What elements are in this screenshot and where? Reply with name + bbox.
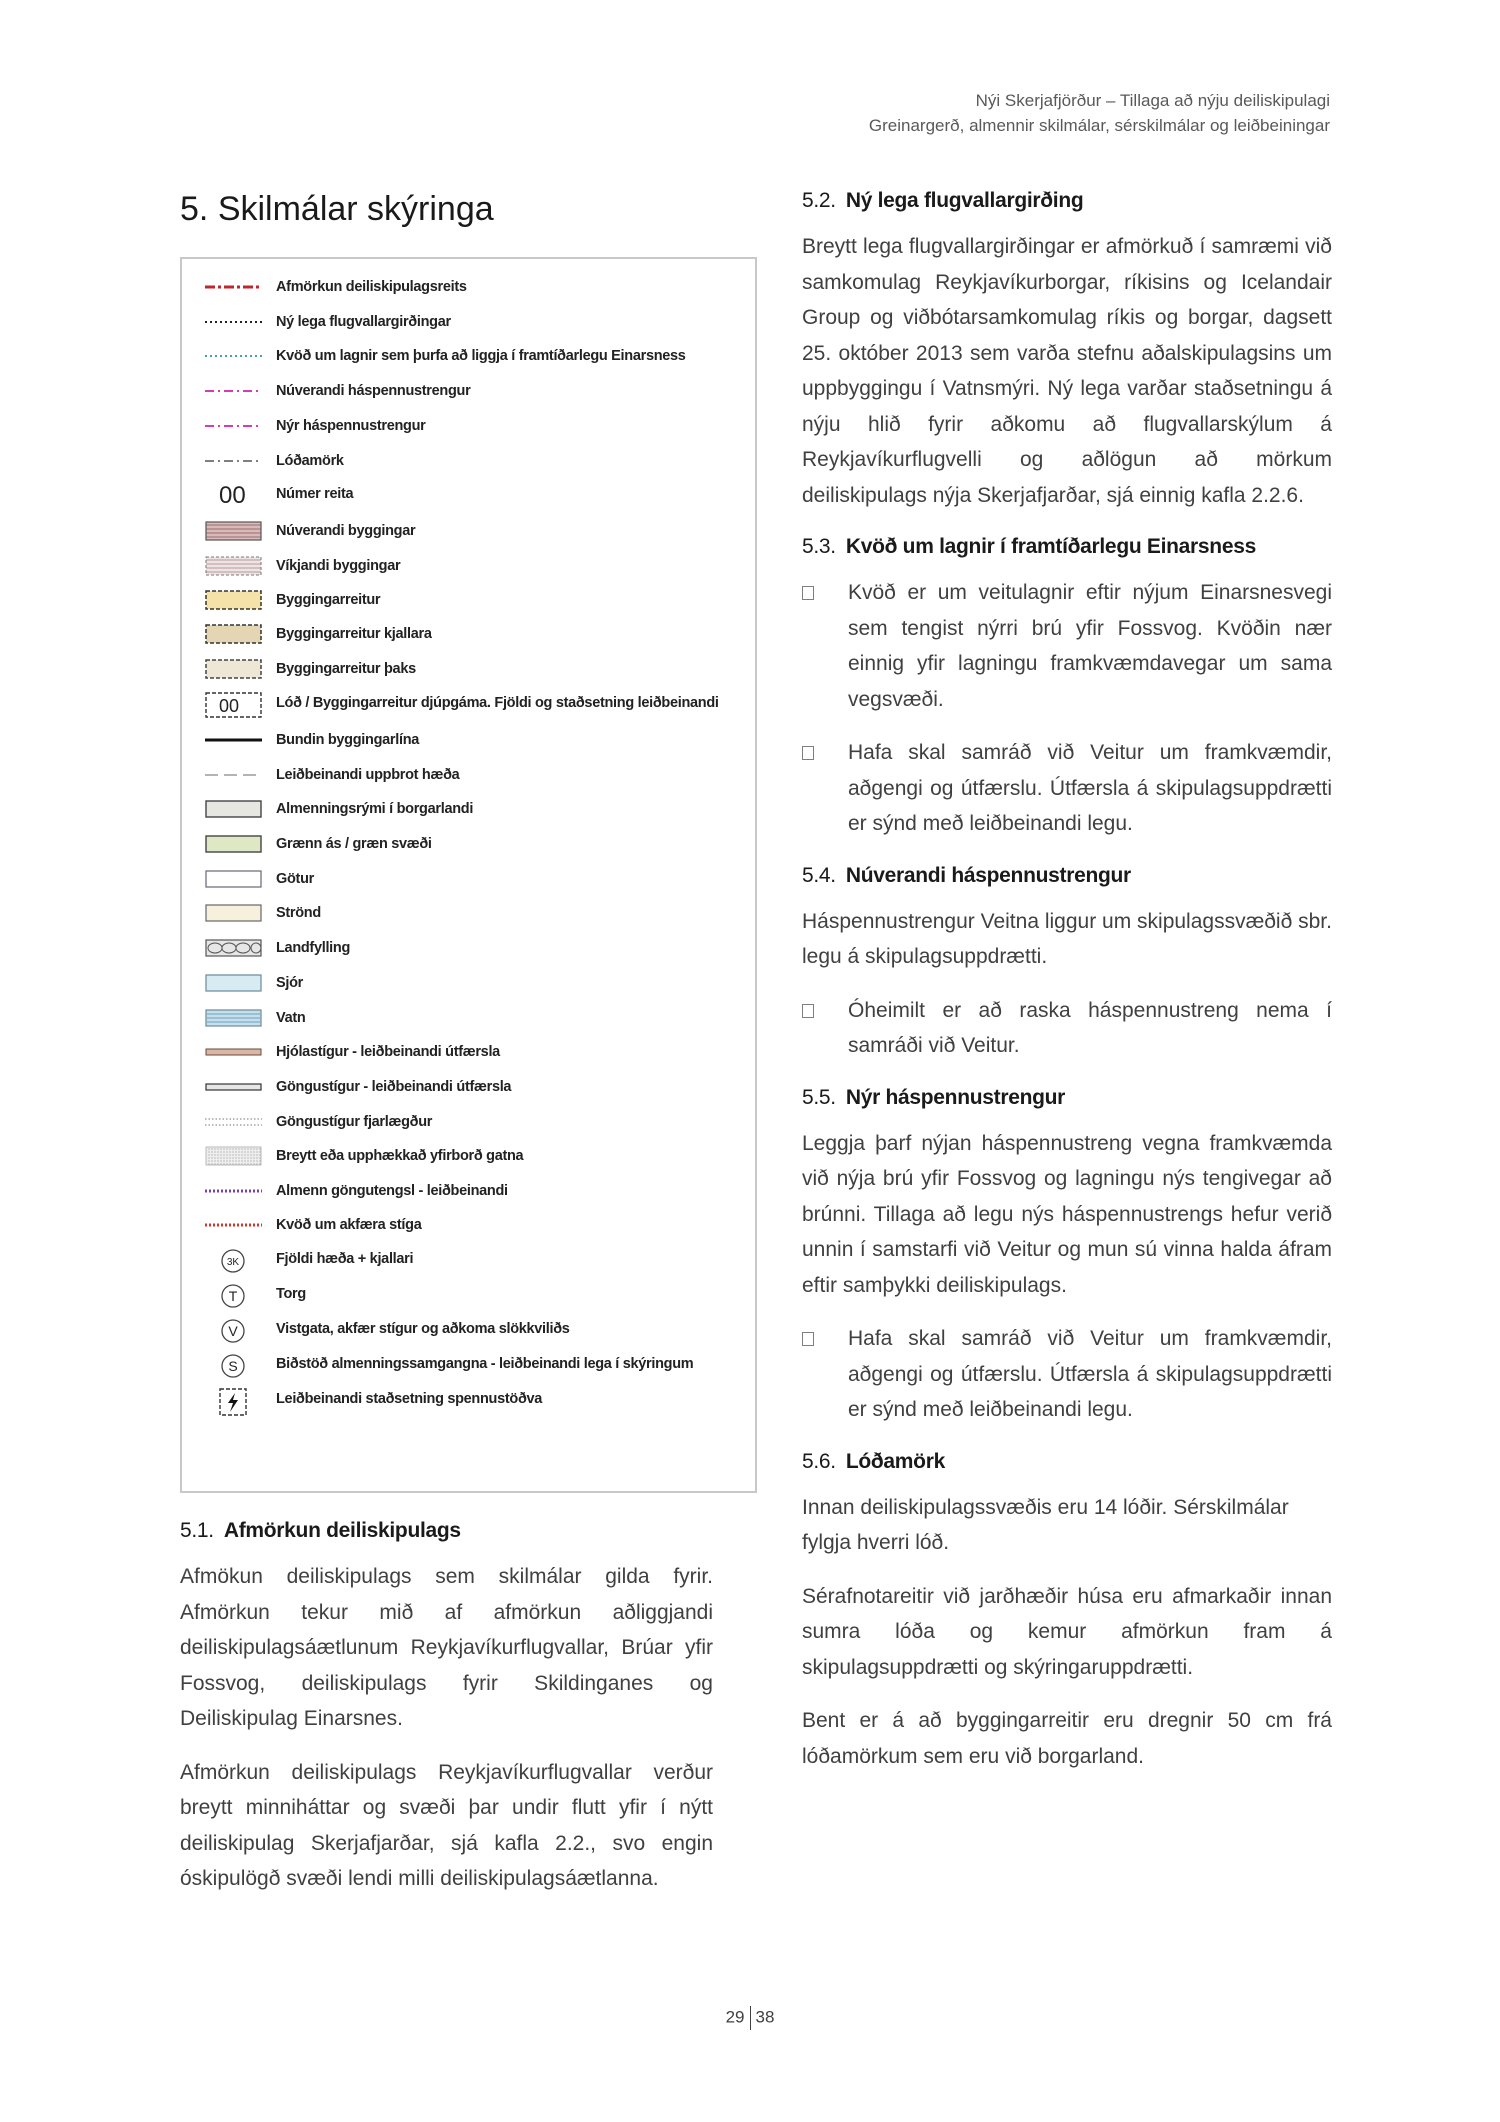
legend-item — [182, 690, 755, 716]
svg-text:00: 00 — [219, 696, 240, 716]
legend-item — [182, 935, 755, 961]
striped-blue-box-icon — [205, 1007, 262, 1029]
black-dotted-line-icon — [205, 311, 262, 333]
solid-black-line-icon — [205, 729, 262, 751]
section-5-5-heading: 5.5. Nýr háspennustrengur — [802, 1085, 1066, 1109]
legend-item — [182, 343, 755, 369]
gray-dash-dot-line-icon — [205, 450, 262, 472]
legend-label: Göngustígur fjarlægður — [276, 1114, 433, 1130]
legend-item — [182, 413, 755, 439]
header-title: Nýi Skerjafjörður – Tillaga að nýju deiliskipulagi — [975, 91, 1330, 110]
right-column — [802, 185, 1332, 1792]
legend-item — [182, 1178, 755, 1204]
legend-label: Bundin byggingarlína — [276, 732, 420, 748]
paragraph: Afmökun deiliskipulags sem skilmálar gilda fyrir. Afmörkun tekur mið af afmörkun aðliggjandi deiliskipulagsáætlunum Reykjavíkurflugvallar, Brúar yfir Fossvog, deiliskipulags fyrir Skildinganes og Deiliskipulag Einarsnes. — [180, 1565, 713, 1730]
left-column — [180, 185, 719, 1915]
legend-label: Afmörkun deiliskipulagsreits — [276, 279, 467, 295]
checkbox-bullet-icon — [802, 1004, 814, 1018]
circle-s-icon — [205, 1353, 262, 1375]
white-box-icon — [205, 868, 262, 890]
legend-label: Kvöð um lagnir sem þurfa að liggja í framtíðarlegu Einarsness — [276, 348, 686, 364]
dashed-number-box-icon — [205, 692, 262, 714]
light-blue-box-icon — [205, 972, 262, 994]
legend-item — [182, 1281, 755, 1307]
section-5-6-heading: 5.6. Lóðamörk — [802, 1449, 945, 1473]
legend-label: Lóð / Byggingarreitur djúpgáma. Fjöldi og staðsetning leiðbeinandi — [276, 695, 719, 711]
paragraph: Sérafnotareitir við jarðhæðir húsa eru afmarkaðir innan sumra lóða og kemur afmörkun fram á skipulagsuppdrætti og skýringaruppdrætti. — [802, 1584, 1332, 1679]
legend-label: Númer reita — [276, 486, 354, 502]
paragraph: Afmörkun deiliskipulags Reykjavíkurflugvallar verður breytt minniháttar og svæði þar undir flutt yfir í nýtt deiliskipulag Skerjafjarðar, sjá kafla 2.2., svo engin óskipulögð svæði lendi milli deiliskipulagsáætlanna. — [180, 1760, 713, 1890]
legend-item — [182, 274, 755, 300]
svg-text:S: S — [228, 1358, 238, 1374]
legend-item — [182, 1074, 755, 1100]
legend-label: Ný lega flugvallargirðingar — [276, 314, 451, 330]
section-5-2-heading: 5.2. Ný lega flugvallargirðing — [802, 189, 1084, 212]
legend-label: Byggingarreitur — [276, 592, 381, 608]
legend-item — [182, 727, 755, 753]
legend-label: Almenningsrými í borgarlandi — [276, 801, 474, 817]
legend-item — [182, 656, 755, 682]
bullet-item: Kvöð er um veitulagnir eftir nýjum Einarsnesvegi sem tengist nýrri brú yfir Fossvog. Kvöðin nær einnig yfir lagningu framkvæmdavegar um sama vegsvæði. — [802, 575, 1332, 717]
circle-v-icon — [205, 1318, 262, 1340]
section-5-3-heading: 5.3. Kvöð um lagnir í framtíðarlegu Einarsness — [802, 535, 1256, 558]
red-dotted-line-icon — [205, 1214, 262, 1236]
legend-label: Víkjandi byggingar — [276, 558, 401, 574]
circle-t-icon — [205, 1283, 262, 1305]
bullet-item: Óheimilt er að raska háspennustreng nema í samráði við Veitur. — [802, 993, 1332, 1064]
legend-label: Sjór — [276, 975, 303, 991]
legend-item — [182, 481, 755, 507]
legend-item — [182, 518, 755, 544]
svg-text:00: 00 — [219, 483, 246, 507]
legend-item — [182, 796, 755, 822]
hatched-pink-box-icon — [205, 520, 262, 542]
teal-dotted-line-icon — [205, 345, 262, 367]
legend-label: Leiðbeinandi uppbrot hæða — [276, 767, 460, 783]
checkbox-bullet-icon — [802, 1332, 814, 1346]
legend-label: Leiðbeinandi staðsetning spennustöðva — [276, 1391, 543, 1407]
svg-text:V: V — [228, 1323, 238, 1339]
paragraph: Breytt lega flugvallargirðingar er afmörkuð í samræmi við samkomulag Reykjavíkurborgar, ríkisins og Icelandair Group og viðbótarsamkomulag ríkis og borgar, dagsett 25. október 2013 sem varða stefnu aðalskipulagsins um uppbyggingu í Vatnsmýri. Ný lega varðar staðsetningu á nýju hlið fyrir aðkomu að flugvallarskýlum á Reykjavíkurflugvelli og aðlögun að mörkum deiliskipulags nýja Skerjafjarðar, sjá einnig kafla 2.2.6. — [802, 235, 1332, 507]
checkbox-bullet-icon — [802, 586, 814, 600]
paragraph: Innan deiliskipulagssvæðis eru 14 lóðir. Sérskilmálar fylgja hverri lóð. — [802, 1495, 1289, 1554]
legend-label: Grænn ás / græn svæði — [276, 836, 432, 852]
legend-item — [182, 378, 755, 404]
section-title: Skilmálar skýringa — [217, 190, 494, 228]
legend-label: Vistgata, akfær stígur og aðkoma slökkviliðs — [276, 1321, 570, 1337]
section-5-1-heading: 5.1. Afmörkun deiliskipulags — [180, 1519, 461, 1542]
section-5-heading — [180, 185, 713, 233]
legend-label: Vatn — [276, 1010, 306, 1026]
page-footer — [0, 2006, 1500, 2030]
purple-dotted-line-icon — [205, 1180, 262, 1202]
legend-label: Kvöð um akfæra stíga — [276, 1217, 422, 1233]
legend-label: Torg — [276, 1286, 306, 1302]
legend-item — [182, 1005, 755, 1031]
section-5-4-heading: 5.4. Núverandi háspennustrengur — [802, 863, 1131, 887]
light-gray-box-icon — [205, 798, 262, 820]
dashed-tan-box-icon — [205, 623, 262, 645]
svg-text:3K: 3K — [226, 1257, 240, 1268]
legend-item — [182, 1386, 755, 1412]
legend-label: Byggingarreitur kjallara — [276, 626, 432, 642]
paragraph: Háspennustrengur Veitna liggur um skipulagssvæðið sbr. legu á skipulagsuppdrætti. — [802, 909, 1332, 968]
legend-label: Biðstöð almenningssamgangna - leiðbeinandi lega í skýringum — [276, 1356, 694, 1372]
legend-item — [182, 1143, 755, 1169]
magenta-dash-dot-line-icon — [205, 380, 262, 402]
legend-item — [182, 1316, 755, 1342]
legend-item — [182, 1039, 755, 1065]
legend-label: Nýr háspennustrengur — [276, 418, 426, 434]
legend-item — [182, 1351, 755, 1377]
number-label-icon — [205, 483, 262, 505]
legend-item — [182, 553, 755, 579]
legend-label: Göngustígur - leiðbeinandi útfærsla — [276, 1079, 512, 1095]
dashed-yellow-box-icon — [205, 589, 262, 611]
circle-3k-icon — [205, 1248, 262, 1270]
checkbox-bullet-icon — [802, 746, 814, 760]
bullet-item: Hafa skal samráð við Veitur um framkvæmdir, aðgengi og útfærslu. Útfærsla á skipulagsuppdrætti er sýnd með leiðbeinandi legu. — [802, 1321, 1332, 1428]
red-dash-dot-line-icon — [205, 276, 262, 298]
legend-item — [182, 900, 755, 926]
hatched-light-box-icon — [205, 555, 262, 577]
legend-label: Landfylling — [276, 940, 351, 956]
cream-box-icon — [205, 902, 262, 924]
legend-box — [180, 257, 757, 1493]
paragraph: Bent er á að byggingarreitir eru dregnir 50 cm frá lóðamörkum sem eru við borgarland. — [802, 1709, 1332, 1768]
legend-item — [182, 1212, 755, 1238]
page-separator — [750, 2006, 751, 2030]
legend-label: Almenn göngutengsl - leiðbeinandi — [276, 1183, 508, 1199]
svg-text:T: T — [228, 1288, 238, 1304]
legend-item — [182, 831, 755, 857]
lightning-box-icon — [205, 1388, 262, 1410]
legend-label: Byggingarreitur þaks — [276, 661, 416, 677]
dashed-light-tan-box-icon — [205, 658, 262, 680]
legend-label: Hjólastígur - leiðbeinandi útfærsla — [276, 1044, 500, 1060]
legend-label: Götur — [276, 871, 314, 887]
dotted-double-line-icon — [205, 1111, 262, 1133]
legend-label: Breytt eða upphækkað yfirborð gatna — [276, 1148, 524, 1164]
stippled-box-icon — [205, 1145, 262, 1167]
gray-double-line-icon — [205, 1076, 262, 1098]
paragraph: Leggja þarf nýjan háspennustreng vegna framkvæmda við nýja brú yfir Fossvog og lagningu nýs tengivegar að brúnni. Tillaga að legu nýs háspennustrengs hefur verið unnin í samstarfi við Veitur og mun sú vinna halda áfram eftir samþykki deiliskipulags. — [802, 1131, 1332, 1297]
legend-item — [182, 309, 755, 335]
legend-item — [182, 621, 755, 647]
legend-label: Núverandi háspennustrengur — [276, 383, 471, 399]
landfill-box-icon — [205, 937, 262, 959]
bullet-item: Hafa skal samráð við Veitur um framkvæmdir, aðgengi og útfærslu. Útfærsla á skipulagsuppdrætti er sýnd með leiðbeinandi legu. — [802, 735, 1332, 842]
legend-label: Núverandi byggingar — [276, 523, 416, 539]
header-subtitle: Greinargerð, almennir skilmálar, sérskilmálar og leiðbeiningar — [868, 116, 1330, 135]
legend-label: Fjöldi hæða + kjallari — [276, 1251, 414, 1267]
page-total: 38 — [755, 2007, 775, 2027]
legend-item — [182, 1246, 755, 1272]
legend-item — [182, 448, 755, 474]
light-green-box-icon — [205, 833, 262, 855]
legend-item — [182, 970, 755, 996]
legend-label: Strönd — [276, 905, 321, 921]
legend-item — [182, 587, 755, 613]
legend-item — [182, 1109, 755, 1135]
magenta-dash-dot-line-icon — [205, 415, 262, 437]
legend-label: Lóðamörk — [276, 453, 344, 469]
section-number: 5. — [180, 190, 209, 228]
page-header — [869, 88, 1330, 138]
gray-long-dash-line-icon — [205, 764, 262, 786]
legend-item — [182, 866, 755, 892]
brown-double-line-icon — [205, 1041, 262, 1063]
page-number: 29 — [725, 2007, 745, 2027]
legend-item — [182, 762, 755, 788]
